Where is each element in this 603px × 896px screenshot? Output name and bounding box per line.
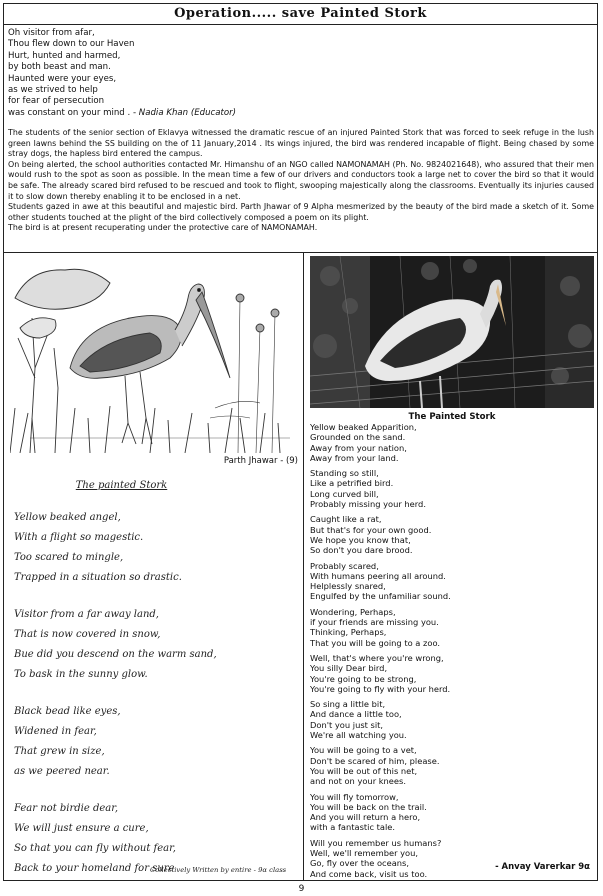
poem-line: With humans peering all around. (310, 570, 446, 581)
handwritten-line: Back to your homeland for sure (14, 863, 175, 874)
poem-line: Will you remember us humans? (310, 837, 442, 848)
poem-stanza (310, 653, 595, 694)
poem-line: You will be going to a vet, (310, 745, 417, 756)
intro-poem-author: Nadia Khan (Educator) (138, 107, 237, 118)
intro-poem-line: for fear of persecution (8, 96, 105, 107)
poem-line: Probably missing your herd. (310, 499, 426, 510)
poem-line: Go, fly over the oceans, (310, 858, 409, 869)
poem-line: That you will be going to a zoo. (310, 637, 441, 648)
section-divider (3, 252, 598, 253)
handwritten-line: We will just ensure a cure, (14, 823, 149, 834)
handwritten-line: Trapped in a situation so drastic. (14, 572, 182, 583)
story-paragraph: On being alerted, the school authorities contacted Mr. Himanshu of an NGO called NAMONAMAH (Ph. No. 9824021648), who assured that their men would rush to the spot as soon as possible. In the mean time a few of our drivers and conductors took a large net to cover the bird so that it would be safe. The already scared bird refused to be rescued and took to flight, swooping majestically along the classrooms. Eventually its injuries caused it to slow down thereby enabling it to be enclosed in a net. (8, 159, 594, 201)
poem-line: Caught like a rat, (310, 514, 382, 525)
page-title: Operation..... save Painted Stork (3, 3, 598, 25)
photo-caption: The Painted Stork (408, 412, 496, 422)
poem-line: Away from your land. (310, 452, 399, 463)
poem-line: You silly Dear bird, (310, 663, 388, 674)
stork-sketch (10, 258, 295, 453)
stork-photo (310, 256, 594, 408)
poem-line: And come back, visit us too. (310, 868, 428, 879)
intro-poem-line: as we strived to help (8, 85, 98, 96)
sketch-credit: Parth Jhawar - (9) (223, 456, 298, 466)
intro-poem-line: Hurt, hunted and harmed, (8, 50, 121, 61)
poem-line: You're going to fly with your herd. (310, 683, 451, 694)
poem-line: Thinking, Perhaps, (310, 627, 387, 638)
poem-line: You will fly tomorrow, (310, 791, 399, 802)
poem-line: Probably scared, (310, 560, 379, 571)
poem-line: Well, we'll remember you, (310, 847, 419, 858)
poem-line: You will be back on the trail. (310, 801, 427, 812)
intro-poem-line: Oh visitor from afar, (8, 28, 95, 38)
poem-line: So sing a little bit, (310, 699, 386, 710)
intro-poem-line: by both beast and man. (8, 62, 111, 73)
handwritten-line: Visitor from a far away land, (14, 609, 159, 620)
handwritten-stanza (14, 508, 299, 588)
poem-line: with a fantastic tale. (310, 822, 396, 833)
handwritten-poem-title: The painted Stork (75, 480, 168, 491)
poem-stanza (310, 745, 595, 786)
handwritten-line: Black bead like eyes, (14, 706, 121, 717)
poem-line: You will be out of this net, (310, 765, 418, 776)
poem-line: And you will return a hero, (310, 812, 421, 823)
handwritten-poem (14, 480, 299, 896)
handwritten-line: Widened in fear, (14, 726, 97, 737)
poem-stanza (310, 699, 595, 740)
poem-stanza (310, 607, 595, 648)
story-paragraph: The bird is at present recuperating under the protective care of NAMONAMAH. (8, 223, 318, 233)
handwritten-line: Too scared to mingle, (14, 552, 124, 563)
poem-line: Don't be scared of him, please. (310, 755, 440, 766)
poem-stanza (310, 468, 595, 509)
story-paragraph: The students of the senior section of Eklavya witnessed the dramatic rescue of an injured Painted Stork that was forced to seek refuge in the lush green lawns behind the SS building on the of 11 January,2014 . Its wings injured, the bird was rendered incapable of flight. Being chased by some stray dogs, the hapless bird entered the campus. (8, 128, 594, 159)
poem-line: Engulfed by the unfamiliar sound. (310, 591, 451, 602)
handwritten-stanza (14, 605, 299, 685)
story-text (8, 128, 594, 234)
poem-line: Grounded on the sand. (310, 432, 406, 443)
poem-stanza (310, 838, 595, 879)
poem-line: And dance a little too, (310, 709, 402, 720)
handwritten-line: To bask in the sunny glow. (14, 669, 148, 680)
handwritten-line: Fear not birdie dear, (14, 803, 119, 814)
handwritten-line: That is now covered in snow, (14, 629, 161, 640)
handwritten-line: as we peered near. (14, 766, 110, 777)
poem-line: Away from your nation, (310, 442, 407, 453)
poem-line: Yellow beaked Apparition, (310, 422, 417, 432)
handwritten-line: Yellow beaked angel, (14, 512, 121, 523)
poem-line: and not on your knees. (310, 776, 406, 787)
handwritten-line: So that you can fly without fear, (14, 843, 176, 854)
poem-line: So don't you dare brood. (310, 545, 413, 556)
poem-line: Don't you just sit, (310, 719, 384, 730)
poem-line: We're all watching you. (310, 730, 407, 741)
poem-stanza (310, 561, 595, 602)
intro-poem-line: Thou flew down to our Haven (8, 39, 135, 50)
poem-line: But that's for your own good. (310, 524, 432, 535)
page-number: 9 (298, 884, 305, 894)
poem-stanza (310, 792, 595, 833)
handwritten-line: Bue did you descend on the warm sand, (14, 649, 217, 660)
poem-line: Standing so still, (310, 468, 379, 479)
poem-stanza (310, 422, 595, 463)
poem-line: Wondering, Perhaps, (310, 606, 396, 617)
right-poem (310, 422, 595, 884)
handwritten-line: That grew in size, (14, 746, 105, 757)
handwritten-line: With a flight so magestic. (14, 532, 144, 543)
poem-line: Long curved bill, (310, 488, 379, 499)
poem-line: You're going to be strong, (310, 673, 417, 684)
intro-poem-last-line (8, 108, 593, 119)
intro-poem-line: Haunted were your eyes, (8, 73, 117, 84)
handwritten-stanza (14, 702, 299, 782)
poem-line: Like a petrified bird. (310, 478, 394, 489)
column-divider (303, 252, 304, 881)
poem-line: Well, that's where you're wrong, (310, 652, 444, 663)
intro-poem-line: was constant on your mind . - (8, 107, 137, 118)
poem-line: Helplessly snared, (310, 581, 386, 592)
intro-poem (8, 28, 593, 119)
right-poem-author: - Anvay Varerkar 9α (495, 862, 590, 872)
story-paragraph: Students gazed in awe at this beautiful and majestic bird. Parth Jhawar of 9 Alpha mesmerized by the beauty of the bird made a sketch of it. Some other students touched at the plight of the bird collectively composed a poem on its plight. (8, 202, 594, 222)
poem-line: We hope you know that, (310, 534, 411, 545)
poem-line: if your friends are missing you. (310, 617, 439, 628)
handwritten-credit: Collectively Written by entire - 9α class (150, 866, 287, 874)
poem-stanza (310, 514, 595, 555)
